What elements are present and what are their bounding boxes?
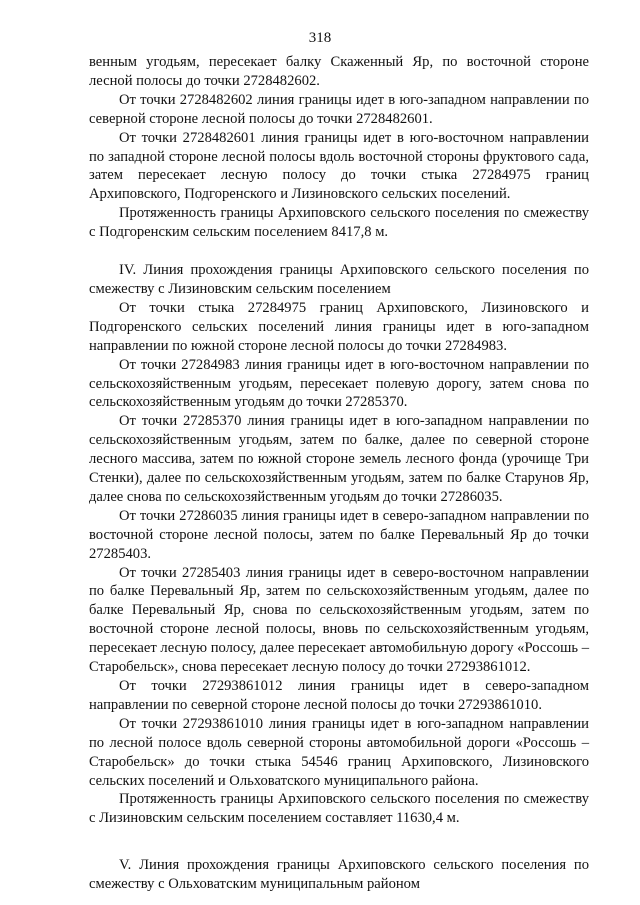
paragraph: От точки 27285403 линия границы идет в северо-восточном направлении по балке Перевальный Яр, затем по сельскохозяйственным угодьям, далее по балке Перевальный Яр, снова по сельскохозяйственным угодьям, затем по восточной стороне лесной полосы, вновь по сельскохозяйственным угодьям, пересекает лесную полосу, далее пересекает автомобильную дорогу «Россошь – Старобельск», снова пересекает лесную полосу до точки 27293861012.: [89, 564, 589, 676]
section-heading-iv: IV. Линия прохождения границы Архиповского сельского поселения по смежеству с Лизиновским сельским поселением: [89, 262, 589, 297]
section-spacer: [89, 828, 589, 856]
paragraph: От точки 27286035 линия границы идет в северо-западном направлении по восточной стороне лесной полосы, затем по балке Перевальный Яр до точки 27285403.: [89, 507, 589, 562]
paragraph-continuation: венным угодьям, пересекает балку Скаженный Яр, по восточной стороне лесной полосы до точки 2728482602.: [89, 54, 589, 89]
section-spacer: [89, 242, 589, 261]
paragraph: От точки 27293861010 линия границы идет в юго-западном направлении по лесной полосе вдоль северной стороны автомобильной дороги «Россошь – Старобельск» до точки стыка 54546 границ Архиповского, Лизиновского сельских поселений и Ольховатского муниципального района.: [89, 715, 589, 789]
section-heading-v: V. Линия прохождения границы Архиповского сельского поселения по смежеству с Ольховатским муниципальным районом: [89, 857, 589, 893]
paragraph-length-summary: Протяженность границы Архиповского сельского поселения по смежеству с Лизиновским сельским поселением составляет 11630,4 м.: [89, 791, 589, 827]
paragraph: От точки 27284983 линия границы идет в юго-восточном направлении по сельскохозяйственным угодьям, пересекает полевую дорогу, затем снова по сельскохозяйственным угодьям до точки 27285370.: [89, 356, 589, 411]
paragraph: От точки 27285370 линия границы идет в юго-западном направлении по сельскохозяйственным угодьям, затем по балке, далее по северной стороне лесного массива, затем по южной стороне земель лесного фонда (урочище Три Стенки), далее по сельскохозяйственным угодьям, затем по балке Старунов Яр, далее снова по сельскохозяйственным угодьям до точки 27286035.: [89, 413, 589, 505]
paragraph-length-summary: Протяженность границы Архиповского сельского поселения по смежеству с Подгоренским сельским поселением 8417,8 м.: [89, 205, 589, 241]
paragraph: От точки стыка 27284975 границ Архиповского, Лизиновского и Подгоренского сельских поселений линия границы идет в юго-западном направлении по южной стороне лесной полосы до точки 27284983.: [89, 299, 589, 354]
paragraph: От точки 2728482602 линия границы идет в юго-западном направлении по северной стороне лесной полосы до точки 2728482601.: [89, 91, 589, 127]
document-body: [89, 53, 589, 894]
paragraph: От точки 2728482601 линия границы идет в юго-восточном направлении по западной стороне лесной полосы вдоль восточной стороны фруктового сада, затем пересекает лесную полосу до точки стыка 27284975 границ Архиповского, Подгоренского и Лизиновского сельских поселений.: [89, 129, 589, 203]
page-number: 318: [308, 30, 332, 46]
paragraph: От точки 27293861012 линия границы идет в северо-западном направлении по северной стороне лесной полосы до точки 27293861010.: [89, 678, 589, 713]
